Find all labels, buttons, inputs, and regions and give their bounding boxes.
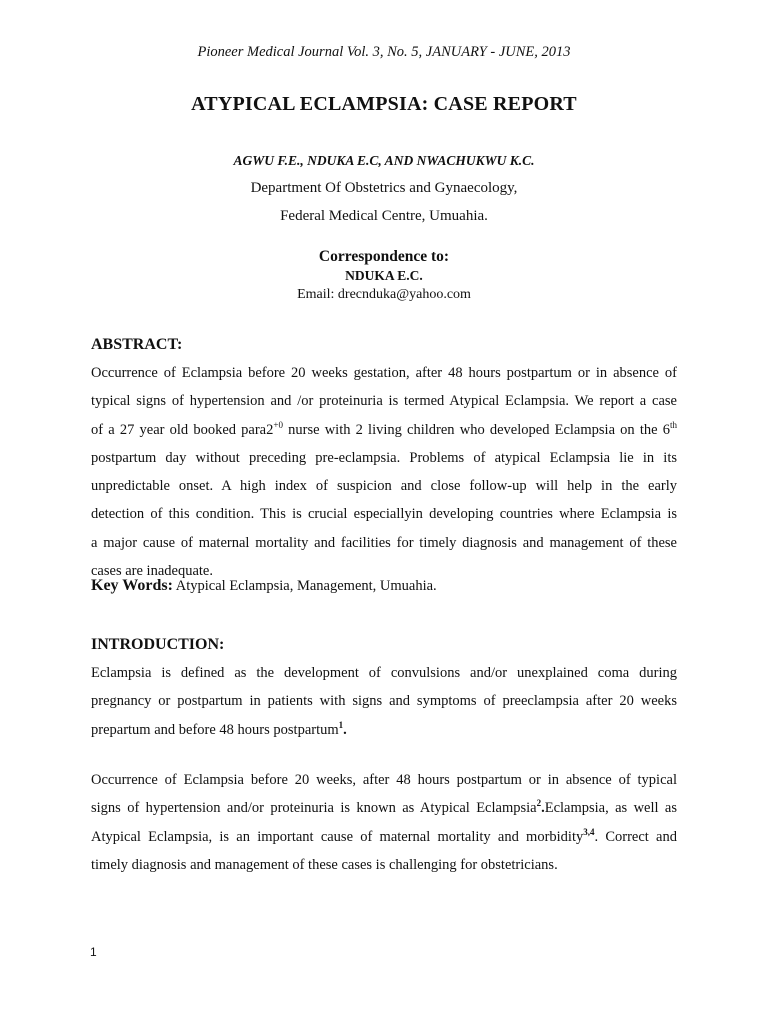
intro-text: . (541, 800, 545, 817)
abstract-heading: ABSTRACT: (91, 336, 183, 353)
introduction-paragraph-2 (91, 766, 677, 879)
abstract-line: Occurrence of Eclampsia before 20 weeks gestation, after 48 hours postpartum or in absence of (91, 365, 677, 381)
citation-superscript: 1 (338, 719, 344, 730)
intro-line: pregnancy or postpartum in patients with signs and symptoms of preeclampsia after 20 weeks (91, 693, 677, 710)
introduction-heading: INTRODUCTION: (91, 636, 225, 653)
intro-text: . Correct and (594, 828, 677, 845)
abstract-text: of a 27 year old booked para2 (91, 421, 274, 438)
abstract-body (91, 359, 677, 585)
correspondence-name: NDUKA E.C. (345, 268, 423, 283)
journal-header: Pioneer Medical Journal Vol. 3, No. 5, JANUARY - JUNE, 2013 (197, 44, 571, 60)
intro-text: . (343, 721, 347, 738)
intro-text: Atypical Eclampsia, is an important cause of maternal mortality and morbidity (91, 828, 584, 845)
introduction-paragraph-1 (91, 659, 677, 744)
intro-text: Eclampsia, as well as (544, 800, 677, 817)
abstract-line: unpredictable onset. A high index of suspicion and close follow-up will help in the early (91, 478, 677, 495)
intro-line: timely diagnosis and management of these cases is challenging for obstetricians. (91, 856, 558, 873)
keywords-label: Key Words: (91, 577, 173, 594)
intro-line: Occurrence of Eclampsia before 20 weeks, after 48 hours postpartum or in absence of typical (91, 772, 677, 788)
ordinal-superscript: th (669, 419, 677, 430)
page-number: 1 (90, 945, 97, 959)
intro-line (91, 823, 677, 851)
keywords-list: Atypical Eclampsia, Management, Umuahia. (172, 578, 437, 594)
affiliation-institution: Federal Medical Centre, Umuahia. (280, 208, 488, 224)
intro-line (91, 716, 677, 744)
affiliation-department: Department Of Obstetrics and Gynaecology, (250, 180, 518, 196)
correspondence-heading: Correspondence to: (318, 248, 450, 265)
intro-text: signs of hypertension and/or proteinuria is known as Atypical Eclampsia (91, 800, 537, 817)
citation-superscript: 2 (536, 798, 542, 809)
abstract-text: nurse with 2 living children who developed Eclampsia on the 6 (282, 421, 670, 438)
abstract-line: postpartum day without preceding pre-eclampsia. Problems of atypical Eclampsia lie in its (91, 449, 677, 466)
abstract-line: typical signs of hypertension and /or proteinuria is termed Atypical Eclampsia. We report a case (91, 393, 677, 410)
correspondence-email: Email: drecnduka@yahoo.com (297, 287, 471, 302)
citation-superscript: 3,4 (583, 826, 595, 837)
abstract-line: a major cause of maternal mortality and facilities for timely diagnosis and management of these (91, 534, 677, 551)
intro-text: prepartum and before 48 hours postpartum (91, 721, 339, 738)
abstract-line (91, 416, 677, 444)
author-list: AGWU F.E., NDUKA E.C, AND NWACHUKWU K.C. (233, 153, 535, 168)
paper-title: ATYPICAL ECLAMPSIA: CASE REPORT (191, 93, 577, 115)
abstract-line: cases are inadequate. (91, 563, 213, 580)
intro-line: Eclampsia is defined as the development of convulsions and/or unexplained coma during (91, 665, 677, 681)
keywords (91, 577, 437, 595)
intro-line (91, 794, 677, 822)
parity-superscript: +0 (273, 419, 283, 430)
abstract-line: detection of this condition. This is crucial especiallyin developing countries where Eclampsia is (91, 506, 677, 523)
